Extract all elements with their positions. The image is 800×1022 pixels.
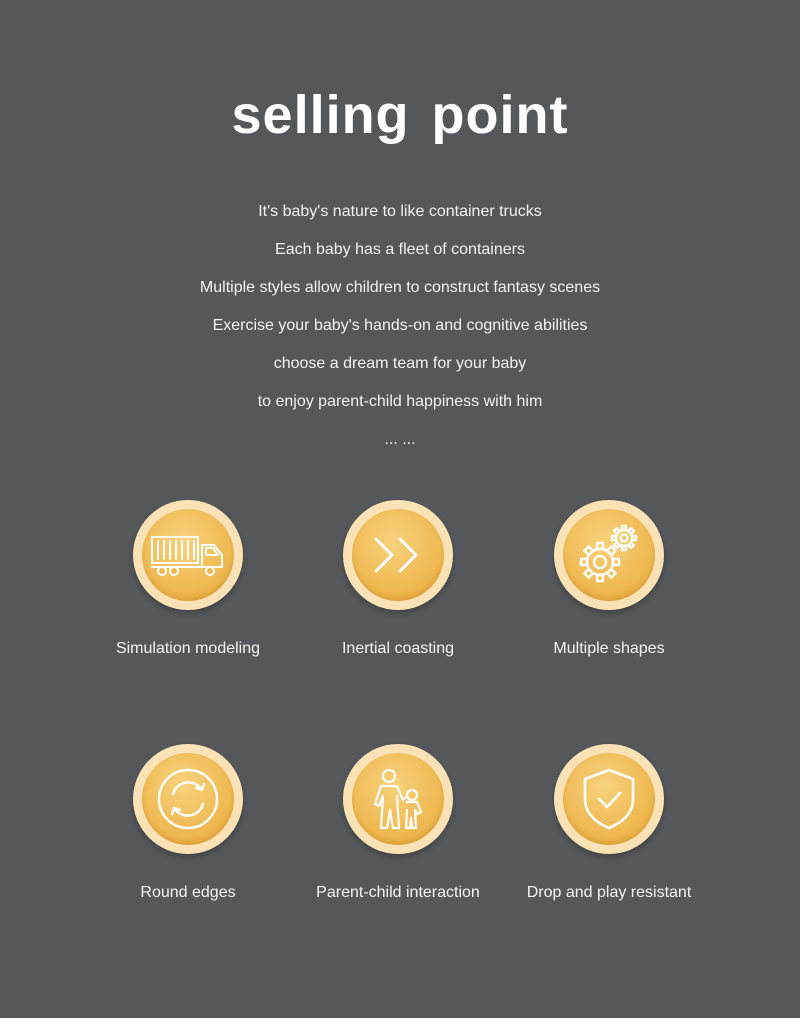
- double-chevron-icon: [370, 535, 426, 575]
- intro-line: Multiple styles allow children to construct fantasy scenes: [199, 279, 601, 296]
- page-title: selling point: [231, 85, 569, 145]
- truck-icon: [150, 533, 226, 577]
- intro-line: Exercise your baby's hands-on and cognitive abilities: [212, 317, 588, 334]
- parent-child-icon: [365, 766, 431, 832]
- feature-label: Round edges: [140, 884, 236, 901]
- circular-arrows-icon: [155, 766, 221, 832]
- intro-text: [0, 198, 800, 464]
- feature-badge: [554, 744, 664, 854]
- intro-line: It's baby's nature to like container trucks: [258, 203, 542, 220]
- feature-label: Multiple shapes: [553, 640, 665, 657]
- bottom-divider: [0, 1018, 800, 1022]
- intro-line: choose a dream team for your baby: [273, 355, 527, 372]
- intro-ellipsis: ... ...: [384, 431, 416, 448]
- shield-check-icon: [581, 767, 637, 831]
- feature-label: Inertial coasting: [341, 640, 455, 657]
- feature-badge: [554, 500, 664, 610]
- feature-badge: [343, 744, 453, 854]
- feature-multiple-shapes: [479, 500, 739, 659]
- feature-badge: [133, 744, 243, 854]
- feature-badge: [343, 500, 453, 610]
- feature-label: Simulation modeling: [115, 640, 261, 657]
- feature-label: Drop and play resistant: [526, 884, 692, 901]
- intro-line: to enjoy parent-child happiness with him: [257, 393, 543, 410]
- feature-drop-and-play-resistant: [479, 744, 739, 903]
- intro-line: Each baby has a fleet of containers: [275, 241, 525, 258]
- gears-icon: [576, 522, 642, 588]
- feature-badge: [133, 500, 243, 610]
- feature-label: Parent-child interaction: [316, 884, 480, 901]
